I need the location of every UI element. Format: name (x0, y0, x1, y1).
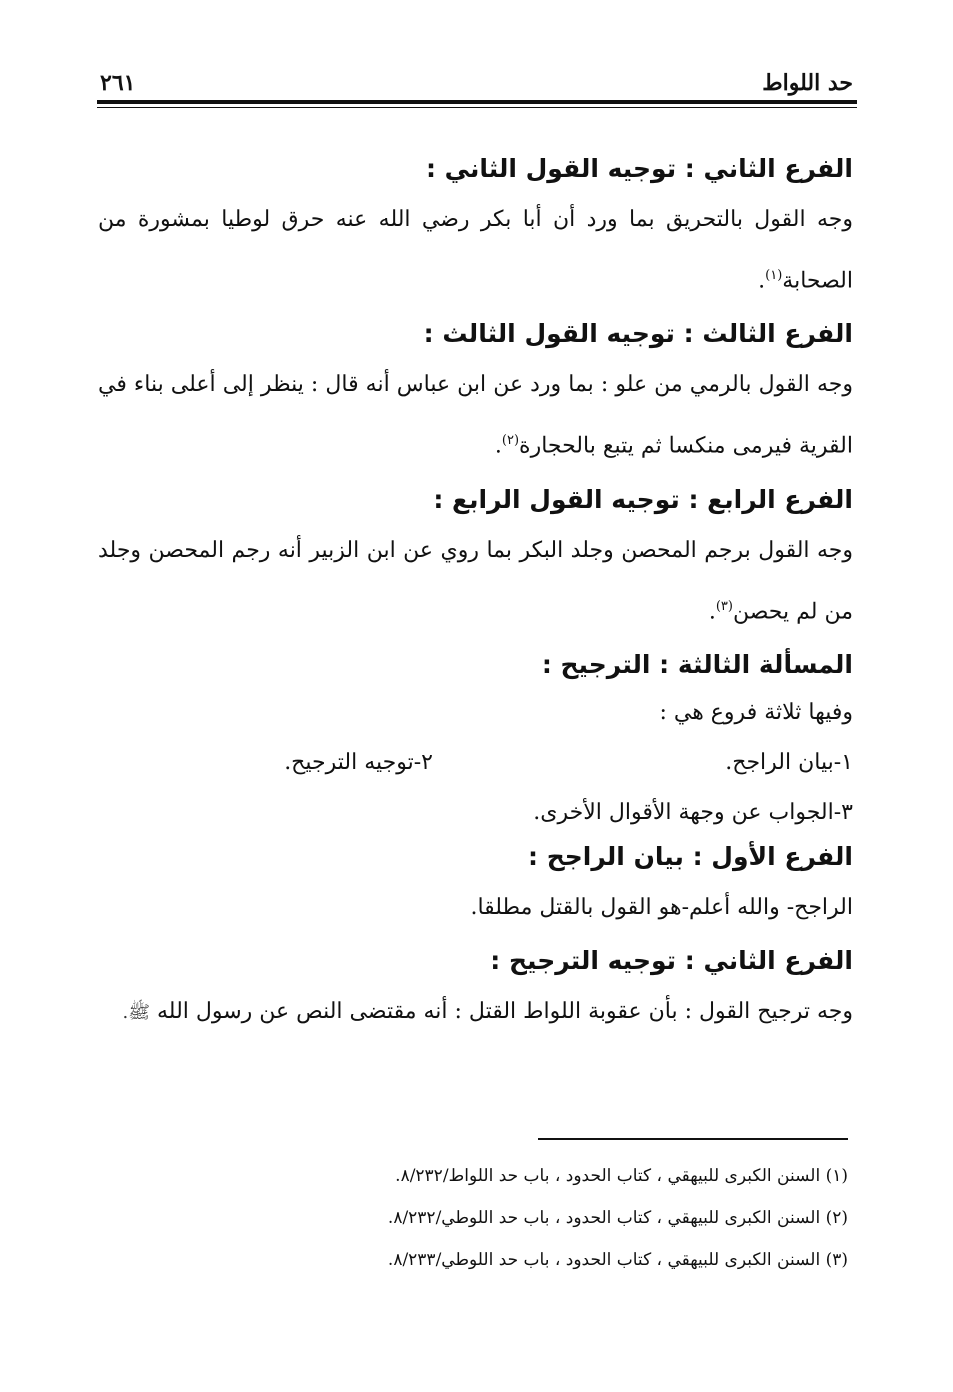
header-rule-thick (97, 100, 857, 104)
list-item-3: ٣-الجواب عن وجهة الأقوال الأخرى. (533, 799, 853, 825)
section-paragraph: وجه ترجيح القول : بأن عقوبة اللواط القتل : أنه مقتضى النص عن رسول الله ﷺ. (122, 998, 853, 1024)
section-branch-2 (98, 150, 853, 309)
section-heading: الفرع الرابع : توجيه القول الرابع : (433, 484, 853, 514)
footnotes (120, 1155, 848, 1281)
footnote-ref: (٣) (715, 598, 733, 614)
list-item-2: ٢-توجيه الترجيح. (284, 749, 433, 775)
section-heading: الفرع الثاني : توجيه القول الثاني : (425, 154, 853, 183)
page-body (98, 150, 853, 1047)
section-paragraph: وجه القول بالتحريق بما ورد أن أبا بكر رضي الله عنه حرق لوطيا بمشورة من الصحابة$^{(١)}$. (98, 207, 853, 294)
footnote-ref: (١) (765, 268, 783, 283)
issue-list-row (98, 738, 853, 788)
footnote-item: (٢) السنن الكبرى للبيهقي ، كتاب الحدود ، باب حد اللوطي/٨/٢٣٢. (387, 1208, 848, 1228)
section-heading: الفرع الثالث : توجيه القول الثالث : (423, 319, 853, 349)
page-number: ٢٦١ (100, 70, 136, 96)
footnote-ref: (٢) (501, 433, 520, 449)
section-heading: الفرع الأول : بيان الراجح : (528, 841, 853, 871)
issue-list-row (98, 788, 853, 838)
issue-intro: وفيها ثلاثة فروع هي : (659, 699, 853, 725)
running-header-title: حد اللواط (762, 70, 853, 96)
list-item-1: ١-بيان الراجح. (725, 749, 853, 775)
footnote-item: (٣) السنن الكبرى للبيهقي ، كتاب الحدود ، باب حد اللوطي/٨/٢٣٣. (387, 1250, 848, 1270)
issue-3-preference (98, 646, 853, 838)
section-heading: الفرع الثاني : توجيه الترجيح : (490, 945, 853, 975)
footnote-item: (١) السنن الكبرى للبيهقي ، كتاب الحدود ، باب حد اللواط/٨/٢٣٢. (395, 1166, 848, 1186)
header-rule-thin (97, 107, 857, 108)
issue-heading: المسألة الثالثة : الترجيح : (541, 649, 853, 679)
section-preference-rationale (98, 942, 853, 1041)
honorific-glyph: ﷺ. (122, 1001, 150, 1023)
section-branch-4 (98, 481, 853, 640)
section-paragraph: وجه القول برجم المحصن وجلد البكر بما روي عن ابن الزبير أنه رجم المحصن وجلد من لم يحصن$^{(٣)}$. (98, 537, 853, 624)
section-branch-3 (98, 315, 853, 474)
section-preferred (98, 838, 853, 936)
section-paragraph: وجه القول بالرمي من علو : بما ورد عن ابن عباس أنه قال : ينظر إلى أعلى بناء في القرية فيرمى منكسا ثم يتبع بالحجارة$^{(٢)}$. (98, 372, 853, 459)
section-paragraph: الراجح- والله أعلم-هو القول بالقتل مطلقا. (470, 894, 853, 920)
footnote-separator (538, 1138, 848, 1140)
